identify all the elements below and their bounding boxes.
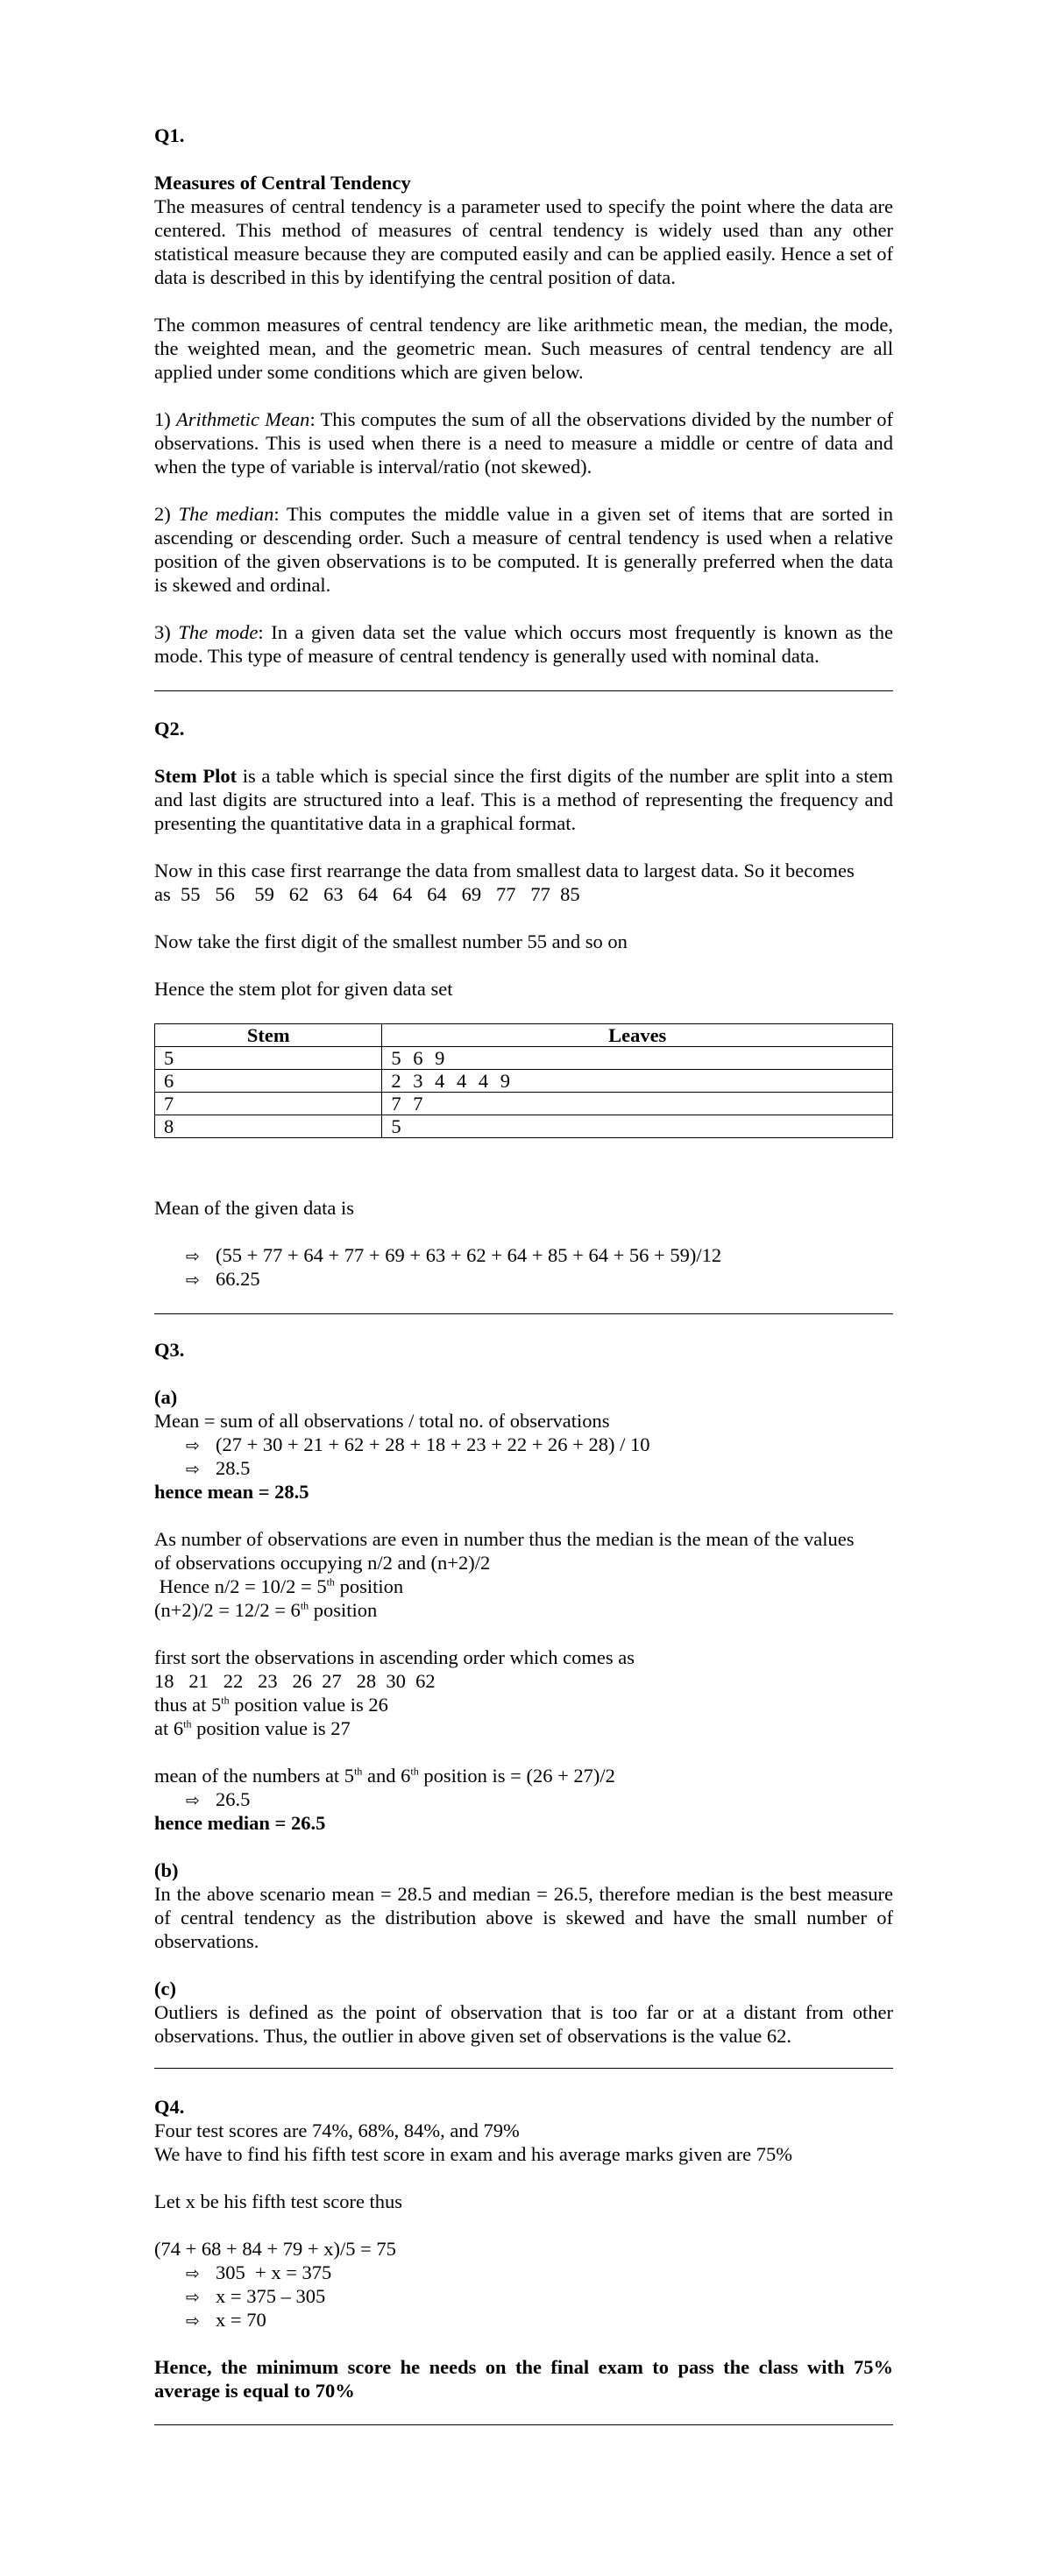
q4-line-3: Let x be his fifth test score thus [154,2190,403,2212]
q3-n-half-position [154,1575,893,1598]
q3-sorted-data: 18 21 22 23 26 27 28 30 62 [154,1670,436,1692]
item-text: : This computes the sum of all the observations divided by the number of observations. This is used when there is a need to measure a middle or centre of data and when the type of variable is interval/ratio (not skewed). [154,408,893,478]
q4-conclusion: Hence, the minimum score he needs on the final exam to pass the class with 75% average is equal to 70% [154,2356,893,2402]
q1-item-arithmetic-mean [154,407,893,478]
mean-expression: (55 + 77 + 64 + 77 + 69 + 63 + 62 + 64 + 85 + 64 + 56 + 59)/12 [216,1244,722,1266]
q3-median-explanation-line-2: of observations occupying n/2 and (n+2)/2 [154,1552,491,1574]
text: position value is 26 [229,1694,388,1716]
step-text: x = 375 – 305 [216,2285,326,2307]
implies-arrow-icon: ⇨ [186,1270,200,1290]
q3-median-value-line [186,1787,250,1813]
q1-paragraph-1: The measures of central tendency is a parameter used to specify the point where the data are centered. This method of measures of central tendency is widely used than any other statistical measure because they are computed easily and can be applied easily. Hence a set of data is described in this by identifying the central position of data. [154,195,893,288]
text: thus at 5 [154,1694,222,1716]
q2-paragraph-3: Now take the first digit of the smallest number 55 and so on [154,931,628,952]
column-header-leaves: Leaves [382,1024,893,1047]
implies-arrow-icon: ⇨ [186,1247,200,1266]
table-row [155,1070,893,1093]
q3-n-plus-2-half-position [154,1598,893,1622]
q3-label: Q3. [154,1339,185,1361]
column-header-stem: Stem [155,1024,382,1047]
q1-paragraph-2: The common measures of central tendency are like arithmetic mean, the median, the mode, the weighted mean, and the geometric mean. Such measures of central tendency are all applied under some conditions which are given below. [154,314,893,383]
q3-part-b-label: (b) [154,1859,179,1881]
item-term: The median [178,503,274,525]
stem-leaf-table [154,1023,893,1138]
implies-arrow-icon: ⇨ [186,2288,200,2307]
stem-cell: 7 [155,1093,382,1115]
q1-item-median [154,502,893,597]
text: position [334,1575,404,1597]
superscript: th [354,1765,363,1778]
step-text: x = 70 [216,2309,266,2331]
table-header-row [155,1024,893,1047]
q4-step-2 [186,2284,325,2310]
leaves-cell: 5 6 9 [382,1047,893,1070]
q3-median-mean-line [154,1764,893,1787]
q4-step-3 [186,2308,266,2333]
text: mean of the numbers at 5 [154,1765,355,1787]
divider [154,690,893,691]
q3-median-result: hence median = 26.5 [154,1812,326,1834]
table-row [155,1093,893,1115]
q3-sixth-position-value [154,1716,893,1740]
q3-mean-definition: Mean = sum of all observations / total no. of observations [154,1410,610,1432]
item-term: Arithmetic Mean [175,408,310,430]
mean-value: 66.25 [216,1268,260,1290]
q3-mean-value-line [186,1456,250,1482]
implies-arrow-icon: ⇨ [186,1460,200,1479]
q4-equation: (74 + 68 + 84 + 79 + x)/5 = 75 [154,2238,396,2260]
q3-part-c-label: (c) [154,1978,176,1999]
q2-label: Q2. [154,718,185,740]
text: (n+2)/2 = 12/2 = 6 [154,1599,301,1621]
text: position [309,1599,378,1621]
implies-arrow-icon: ⇨ [186,1791,200,1810]
q1-heading: Measures of Central Tendency [154,172,411,194]
median-value: 26.5 [216,1788,251,1810]
q1-label: Q1. [154,124,185,146]
leaves-cell: 5 [382,1115,893,1138]
q4-line-2: We have to find his fifth test score in exam and his average marks given are 75% [154,2143,792,2165]
q2-mean-intro: Mean of the given data is [154,1197,355,1219]
step-text: 305 + x = 375 [216,2261,332,2283]
superscript: th [300,1599,309,1612]
q4-line-1: Four test scores are 74%, 68%, 84%, and 79% [154,2120,520,2141]
text: at 6 [154,1717,184,1739]
divider [154,2068,893,2069]
item-text: : In a given data set the value which occurs most frequently is known as the mode. This type of measure of central tendency is generally used with nominal data. [154,621,893,667]
mean-expression: (27 + 30 + 21 + 62 + 28 + 18 + 23 + 22 + 26 + 28) / 10 [216,1433,650,1455]
q3-mean-result: hence mean = 28.5 [154,1481,309,1503]
q3-sort-intro: first sort the observations in ascending order which comes as [154,1646,635,1668]
text: and 6 [362,1765,411,1787]
implies-arrow-icon: ⇨ [186,2311,200,2331]
text: Hence n/2 = 10/2 = 5 [154,1575,327,1597]
q2-paragraph-1 [154,764,893,835]
q1-item-mode [154,620,893,668]
stem-cell: 6 [155,1070,382,1093]
stem-cell: 8 [155,1115,382,1138]
table-row [155,1047,893,1070]
item-number: 2) [154,503,179,525]
q2-mean-calc-line [186,1243,721,1269]
superscript: th [410,1765,419,1778]
stem-plot-term: Stem Plot [154,765,238,787]
q3-fifth-position-value [154,1693,893,1716]
superscript: th [326,1575,335,1589]
q2-paragraph-2-line-1: Now in this case first rearrange the data from smallest data to largest data. So it becomes [154,860,855,881]
stem-cell: 5 [155,1047,382,1070]
leaves-cell: 2 3 4 4 4 9 [382,1070,893,1093]
q3-part-b-text: In the above scenario mean = 28.5 and median = 26.5, therefore median is the best measure of central tendency as the distribution above is skewed and have the small number of observations. [154,1883,893,1952]
q3-part-c-text: Outliers is defined as the point of observation that is too far or at a distant from other observations. Thus, the outlier in above given set of observations is the value 62. [154,2001,893,2047]
implies-arrow-icon: ⇨ [186,1436,200,1455]
q3-part-a-label: (a) [154,1386,178,1408]
q4-label: Q4. [154,2096,185,2118]
item-number: 1) [154,408,176,430]
q3-mean-calc-line [186,1433,649,1458]
q3-median-explanation-line-1: As number of observations are even in number thus the median is the mean of the values [154,1528,855,1550]
mean-value: 28.5 [216,1457,251,1479]
q2-sorted-data: as 55 56 59 62 63 64 64 64 69 77 77 85 [154,883,580,905]
implies-arrow-icon: ⇨ [186,2264,200,2283]
q2-paragraph-4: Hence the stem plot for given data set [154,978,453,1000]
divider [154,2424,893,2425]
superscript: th [183,1717,192,1730]
leaves-cell: 7 7 [382,1093,893,1115]
divider [154,1313,893,1314]
table-row [155,1115,893,1138]
item-text: : This computes the middle value in a given set of items that are sorted in ascending or descending order. Such a measure of central tendency is used when a relative position of the given observations is to be computed. It is generally preferred when the data is skewed and ordinal. [154,503,893,596]
stem-plot-definition: is a table which is special since the first digits of the number are split into a stem and last digits are structured into a leaf. This is a method of representing the frequency and presenting the quantitative data in a graphical format. [154,765,893,834]
item-term: The mode [178,621,259,643]
text: position value is 27 [191,1717,351,1739]
item-number: 3) [154,621,179,643]
superscript: th [221,1694,230,1707]
q2-mean-result-line [186,1267,260,1292]
text: position is = (26 + 27)/2 [418,1765,615,1787]
q4-step-1 [186,2261,331,2286]
